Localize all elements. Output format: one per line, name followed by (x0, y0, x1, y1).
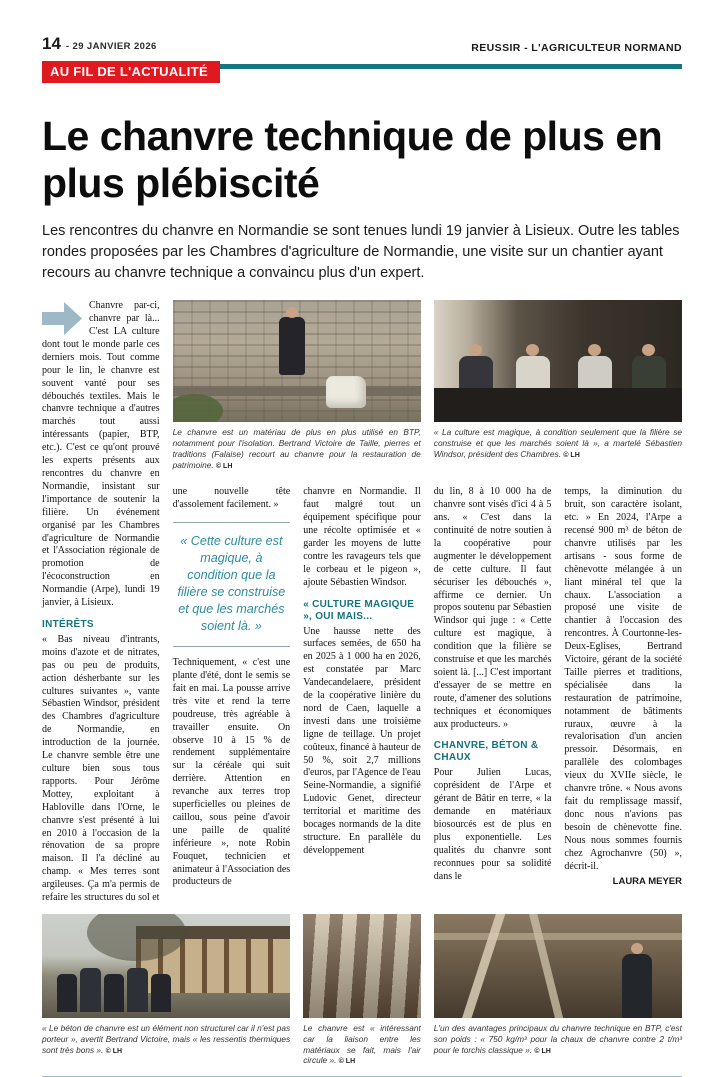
figure-caption (434, 427, 682, 460)
body-paragraph: « Bas niveau d'intrants, moins d'azote et de nitrates, pas ou peu de produits, action désherbante sur les cultures suivantes », vante Sébastien Windsor, président des Chambres d'agriculture de Normandie, en introduction de la journée. Le chanvre semble être une culture bien sous tous rapports. Pour Jérôme Mottey, exploitant à Habloville dans l'Orne, le chanvre s'est présenté à lui en 2010 à l'occasion de la rénovation de sa propre maison. Il l'a décliné au champ. « Mes terres sont argileuses. Ça m'a permis de refaire les structures du sol et (42, 633, 160, 904)
figure-caption (434, 1023, 682, 1056)
text-column-5 (564, 486, 682, 906)
text-column-3 (303, 486, 421, 906)
panelist-head (642, 344, 655, 356)
person-head (286, 307, 298, 318)
photo-credit: © LH (338, 1058, 356, 1066)
text-column-1 (42, 300, 160, 906)
body-paragraph: Pour Julien Lucas, coprésident de l'Arpe et gérant de Bâtir en terre, « la demande en matériaux biosourcés est de plus en plus exponentielle. Les qualités du chanvre sont reconnues pour sa solidité dans le (433, 767, 552, 882)
body-paragraph: temps, la diminution du bruit, son caractère isolant, etc. » En 2024, l'Arpe a recensé 900 m³ de béton de chanvre utilisés par les artisans - sous forme de chènevotte mélangée à un liant minéral tel que la chaux. L'association a proposé une visite de chantier à l'occasion des rencontres. À Courtonne-les-Deux-Eglises, Bertrand Victoire, gérant de la société Taille pierres et traditions, spécialisée dans la restauration de patrimoine, notamment de bâtiments ruraux, œuvre à la revalorisation d'un ancien pressoir. Désormais, en parallèle des colombages vieux du XVIIe siècle, le chanvre trône. « Nous avons fait du remplissage massif, donc nous n'avions pas besoin de chènevotte fine. Nous nous sommes fournis chez Agrochanvre (50) », décrit-il. (564, 486, 682, 872)
figure-interior (434, 914, 682, 1066)
figure-group-visit (42, 914, 290, 1066)
wall-ledge (173, 386, 421, 396)
caption-text: « La culture est magique, à condition seulement que la filière se construise et que les marchés soient là », a martelé Sébastien Windsor, président des Chambres. (433, 427, 682, 459)
panelist-head (469, 344, 482, 356)
publication-title: REUSSIR - L'AGRICULTEUR NORMAND (471, 42, 682, 54)
photo-credit: © LH (105, 1047, 123, 1055)
text-column-2 (173, 486, 291, 906)
person-silhouette (622, 954, 652, 1018)
body-paragraph: Techniquement, « c'est une plante d'été, dont le semis se fait en mai. La pousse arrive très vite et rend la terre poudreuse, très agréable à travailler ensuite. On observe 10 à 15 % de rendement supplémentaire sur la céréale qui suit derrière. Attention en revanche aux terres trop superficielles ou pleines de caillou, sous peine d'avoir une paille de qualité inférieure », note Robin Fouquet, technicien et animateur à l'Association des producteurs de (172, 657, 291, 888)
caption-text: Le chanvre est un matériau de plus en plus utilisé en BTP, notamment pour l'isolation. Bertrand Victoire de Taille, pierres et traditions (Falaise) recourt au chanvre pour la restauration de patrimoine. (172, 427, 421, 470)
person-head (631, 943, 643, 954)
subhead-interets: INTÉRÊTS (42, 618, 94, 630)
hemp-sack (326, 376, 366, 408)
caption-text: L'un des avantages principaux du chanvre technique en BTP, c'est son poids : « 750 kg/m³ pour la chaux de chanvre contre 2 t/m³ pour le torchis classique ». (433, 1022, 682, 1055)
byline: LAURA MEYER (612, 876, 682, 888)
arrow-right-icon (42, 302, 82, 335)
folio (42, 34, 157, 54)
article-lede: Les rencontres du chanvre en Normandie se sont tenues lundi 19 janvier à Lisieux. Outre les tables rondes proposées par les Chambres d'agriculture de Normandie, une visite sur un chantier ayant recours au chanvre technique a convaincu plus d'un expert. (42, 223, 680, 281)
article-headline: Le chanvre technique de plus en plus plébiscité (42, 113, 663, 206)
photo-group-outdoors (42, 914, 290, 1018)
figure-caption (42, 1023, 290, 1056)
photo-stone-wall-worksite (173, 300, 421, 422)
body-paragraph: du lin, 8 à 10 000 ha de chanvre sont visés d'ici 4 à 5 ans. « C'est dans la continuité de notre soutien à la coopérative pour augmenter le développement de cette culture. Il faut sécuriser les débouchés », affirme ce dernier. Un propos soutenu par Sébastien Windsor qui juge : « Cette culture est magique, à condition que la filière se construise et que les marchés soient là. [...] C'est important d'essayer de se mettre en route, d'amener des solutions techniques et économiques aux producteurs. » (433, 486, 552, 730)
bottom-figures (42, 914, 682, 1066)
intro-paragraph (42, 300, 160, 610)
body-paragraph: chanvre en Normandie. Il faut malgré tout un équipement spécifique pour une récolte optimisée et « garder les moyens de lutte contre les ravageurs tels que le corbeau et le pigeon », ajoute Sébastien Windsor. (303, 486, 421, 588)
body-paragraph: une nouvelle tête d'assolement facilement. » (172, 486, 291, 511)
photo-timber-frame-detail (303, 914, 421, 1018)
section-band (42, 61, 682, 85)
figure-caption (303, 1023, 421, 1066)
caption-text: Le chanvre est « intéressant car la liaison entre les matériaux se fait, mais l'air circule ». (303, 1022, 421, 1066)
figure-worksite (173, 300, 421, 486)
text-column-4 (434, 486, 552, 906)
section-label: AU FIL DE L'ACTUALITÉ (42, 61, 220, 83)
photo-round-table-panel (434, 300, 682, 422)
photo-credit: © LH (215, 462, 233, 470)
figure-timber-closeup (303, 914, 421, 1066)
article-body (42, 300, 682, 906)
figure-panel (434, 300, 682, 486)
photo-credit: © LH (563, 451, 580, 459)
subhead-culture-magique: « CULTURE MAGIQUE », OUI MAIS... (303, 598, 415, 622)
figure-caption (173, 427, 421, 470)
shrub-shape (173, 394, 223, 422)
body-paragraph: Une hausse nette des surfaces semées, de 650 ha en 2025 à 1 000 ha en 2026, est constatée par Marc Vandecandelaere, président de la coopérative linière du nord de Caen, laquelle a investi dans une troisième ligne de teillage. Un projet coûteux, financé à hauteur de 50 %, soit 2,7 millions d'euros, par l'Agence de l'eau Seine-Normandie, a signifié Ludovic Genet, directeur territorial et maritime des bocages normands de la dite structure. En parallèle du développement (303, 625, 421, 856)
diagonal-beam (527, 914, 567, 1018)
visitor-group-silhouettes (57, 964, 171, 1012)
photo-pressoir-interior (434, 914, 682, 1018)
intro-text: Chanvre par-ci, chanvre par là... C'est LA culture dont tout le monde parle ces derniers mois. Tout comme pour le lin, le chanvre est souvent vanté pour ses débouchés textiles. Mais le chanvre technique a d'autres marchés tout aussi intéressants (papier, BTP, etc.). C'est ce qu'ont prouvé les experts présents aux rencontres du chanvre en Normandie, insistant sur l'importance de soutenir la filière. Un événement organisé par les Chambres d'agriculture de Normandie et l'Association régionale de promotion de l'écoconstruction en Normandie (Arpe), lundi 19 janvier, à Lisieux. (42, 300, 160, 609)
issue-date: - 29 JANVIER 2026 (65, 41, 157, 52)
photo-credit: © LH (534, 1047, 551, 1055)
panel-table (434, 388, 682, 422)
page-number: 14 (42, 34, 61, 53)
photo-shading (303, 914, 421, 1018)
horizontal-beam (434, 933, 682, 940)
person-silhouette (279, 317, 305, 375)
diagonal-beam (458, 914, 508, 1018)
panelist-head (526, 344, 539, 356)
masthead (42, 34, 682, 54)
panelist-head (588, 344, 601, 356)
subhead-chanvre-beton-chaux: CHANVRE, BÉTON & CHAUX (433, 740, 539, 764)
pull-quote: « Cette culture est magique, à condition que la filière se construise et que les marchés soient là. » (173, 522, 291, 647)
caption-text: « Le béton de chanvre est un élément non structurel car il n'est pas porteur », avertit Bertrand Victoire, mais « les ressentis thermiques sont très bons ». (42, 1022, 291, 1055)
